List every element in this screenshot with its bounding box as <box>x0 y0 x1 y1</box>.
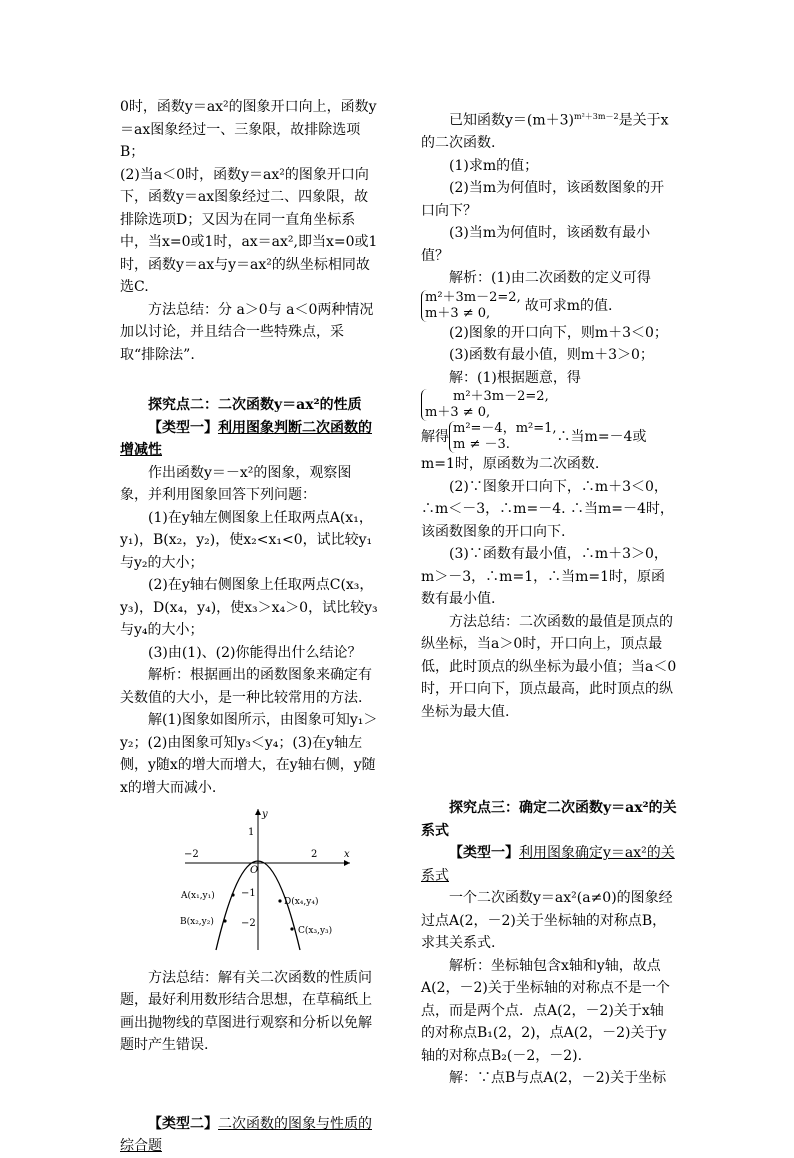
type-heading <box>421 842 677 887</box>
equation-system <box>421 290 677 322</box>
parabola-graph <box>180 805 360 955</box>
question: (3)由(1)、(2)你能得出什么结论？ <box>148 644 362 661</box>
solution: 解：∵点B与点A(2，－2)关于坐标 <box>449 1070 667 1087</box>
point-a-label: A(x₁,y₁) <box>181 891 215 901</box>
equation-line: m＋3 ≠ 0, <box>425 305 491 321</box>
point-a <box>231 893 234 896</box>
solution: (2)∵图象开口向下，∴m＋3＜0，∴m＜－3，∴m=－4. ∴当m=－4时，该函数图象的开口向下. <box>421 478 674 540</box>
paragraph: 0时，函数y＝ax²的图象开口向上，函数y＝ax图象经过一、三象限，故排除选项B； <box>120 99 377 160</box>
question: 一个二次函数y＝ax²(a≠0)的图象经过点A(2，－2)关于坐标轴的对称点B，求其关系式. <box>421 890 673 952</box>
y-axis-arrow <box>255 809 261 815</box>
method-summary: 方法总结：分 a＞0与 a＜0两种情况加以讨论，并且结合一些特殊点，采取“排除法”. <box>120 301 374 363</box>
type-title: 利用图象确定y＝ax²的关系式 <box>421 845 675 884</box>
point-d <box>278 899 281 902</box>
left-column <box>120 96 378 1158</box>
method-summary: 方法总结：解有关二次函数的性质问题，最好利用数形结合思想，在草稿纸上画出抛物线的草图进行观察和分析以免解题时产生错误. <box>120 969 372 1053</box>
analysis: 解析：(1)由二次函数的定义可得 <box>449 270 651 287</box>
tick-label: 1 <box>248 827 255 838</box>
solution: 解(1)图象如图所示，由图象可知y₁＞y₂；(2)由图象可知y₃＜y₄；(3)在y轴左侧，y随x的增大而增大，在y轴右侧，y随x的增大而减小. <box>120 712 378 796</box>
question: (1)在y轴左侧图象上任取两点A(x₁，y₁)，B(x₂，y₂)，使x₂<x₁<0，试比较y₁与y₂的大小； <box>120 509 373 571</box>
analysis: (3)函数有最小值，则m＋3＞0； <box>449 347 654 364</box>
question-text: 是关于x的二次函数. <box>421 112 669 152</box>
question: (1)求m的值； <box>449 157 539 174</box>
type-bracket: 【类型二】 <box>148 1115 218 1132</box>
paragraph: (2)当a＜0时，函数y＝ax²的图象开口向下，函数y＝ax图象经过二、四象限，故排除选项D；又因为在同一直角坐标系中，当x=0或1时，ax＝ax²,即当x=0或1时，函数y＝ax与y＝ax²的纵坐标相同故选C. <box>120 166 378 295</box>
tick-label: −1 <box>241 888 256 899</box>
question <box>421 106 677 155</box>
solution <box>421 367 677 422</box>
section-heading: 探究点二：二次函数y＝ax²的性质 <box>148 397 362 413</box>
solution: (3)∵函数有最小值，∴m＋3＞0，m＞－3，∴m=1，∴当m=1时，原函数有最小值. <box>421 546 668 608</box>
question: 作出函数y＝－x²的图象，观察图象，并利用图象回答下列问题： <box>120 464 352 503</box>
point-d-label: D(x₄,y₄) <box>284 897 319 907</box>
equation-line: m ≠ －3. <box>453 437 510 453</box>
solution-text: 解得 <box>421 429 449 446</box>
point-b-label: B(x₂,y₂) <box>180 917 214 927</box>
point-b <box>223 919 226 922</box>
equation-line: m＋3 ≠ 0, <box>425 405 491 421</box>
type-heading <box>120 1113 378 1158</box>
question-text: 已知函数y＝(m＋3) <box>449 112 575 129</box>
type-heading <box>120 417 378 462</box>
equation-line: m²＋3m－2=2, <box>425 289 521 305</box>
type-bracket: 【类型一】 <box>148 419 218 436</box>
x-axis-arrow <box>344 860 350 866</box>
solution <box>421 421 677 476</box>
brace-system <box>449 421 557 453</box>
brace-system <box>421 290 525 322</box>
analysis: 解析：坐标轴包含x轴和y轴，故点A(2，－2)关于坐标轴的对称点不是一个点，而是两个点．点A(2，－2)关于x轴的对称点B₁(2，2)，点A(2，－2)关于y轴的对称点B₂(－2，－2). <box>421 957 670 1064</box>
tick-label: 2 <box>311 849 318 860</box>
method-summary: 方法总结：二次函数的最值是顶点的纵坐标，当a＞0时，开口向上，顶点最低，此时顶点的纵坐标为最小值；当a＜0时，开口向下，顶点最高，此时顶点的纵坐标为最大值. <box>421 613 677 720</box>
tick-label: −2 <box>184 849 199 860</box>
analysis-text: 故可求m的值. <box>524 297 613 314</box>
question: (2)在y轴右侧图象上任取两点C(x₃，y₃)，D(x₄，y₄)，使x₃＞x₄＞0，试比较y₃与y₄的大小； <box>120 577 378 638</box>
type-title: 利用图象判断二次函数的增减性 <box>120 419 372 458</box>
exponent: m²＋3m－2 <box>574 112 619 121</box>
type-bracket: 【类型一】 <box>449 845 519 862</box>
equation-line: m²＋3m－2=2, <box>453 389 549 405</box>
analysis: (2)图象的开口向下，则m＋3＜0； <box>449 324 668 341</box>
solution-text: ∴当m=－4或m=1时，原函数为二次函数. <box>421 429 647 473</box>
question: (2)当m为何值时，该函数图象的开口向下？ <box>421 180 665 219</box>
tick-label: −2 <box>241 918 256 929</box>
equation-line: m²=－4，m²=1, <box>453 421 557 437</box>
y-axis-label: y <box>262 809 268 820</box>
point-c-label: C(x₃,y₃) <box>298 926 333 936</box>
x-axis-label: x <box>344 849 350 860</box>
point-c <box>290 927 293 930</box>
question: (3)当m为何值时，该函数有最小值？ <box>421 225 651 264</box>
solution-text: 解：(1)根据题意，得 <box>449 369 581 386</box>
type-title: 二次函数的图象与性质的综合题 <box>120 1115 372 1154</box>
analysis: 解析：根据画出的函数图象来确定有关数值的大小，是一种比较常用的方法. <box>120 667 372 706</box>
right-column <box>421 106 677 1090</box>
origin-label: O <box>250 865 259 876</box>
brace-system <box>421 389 549 421</box>
section-heading: 探究点三：确定二次函数y＝ax²的关系式 <box>421 800 677 839</box>
